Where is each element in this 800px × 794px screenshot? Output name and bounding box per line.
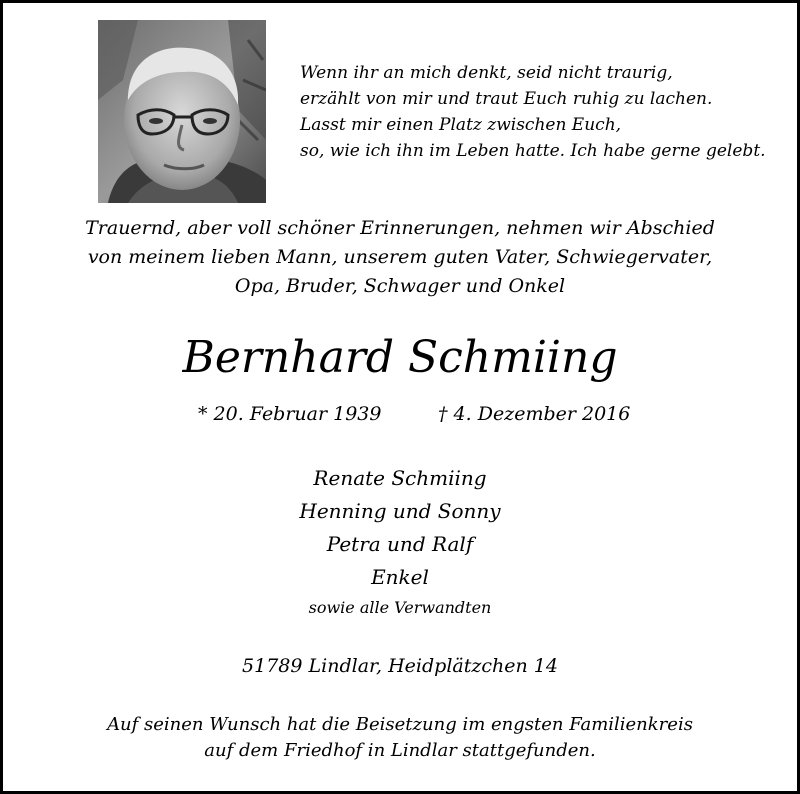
mourner-name: Henning und Sonny: [299, 499, 501, 523]
mourner-name: Enkel: [371, 565, 429, 589]
portrait-photo: [98, 20, 266, 203]
deceased-name: Bernhard Schmiing: [182, 332, 618, 383]
relatives-line: sowie alle Verwandten: [308, 598, 492, 617]
mourner-name: Renate Schmiing: [313, 466, 487, 490]
poem-line: Wenn ihr an mich denkt, seid nicht traurig,: [300, 63, 673, 83]
intro-line: von meinem lieben Mann, unserem guten Vater, Schwiegervater,: [87, 246, 713, 268]
burial-note: [0, 712, 800, 764]
intro-line: Opa, Bruder, Schwager und Onkel: [234, 275, 566, 297]
note-line: auf dem Friedhof in Lindlar stattgefunden.: [204, 740, 596, 761]
intro-block: [0, 214, 800, 301]
birth-date: * 20. Februar 1939: [198, 403, 382, 425]
note-line: Auf seinen Wunsch hat die Beisetzung im engsten Familienkreis: [107, 714, 693, 735]
poem-line: so, wie ich ihn im Leben hatte. Ich habe gerne gelebt.: [300, 141, 766, 161]
mourner-name: Petra und Ralf: [326, 532, 474, 556]
poem-line: erzählt von mir und traut Euch ruhig zu lachen.: [300, 89, 713, 109]
address-line: 51789 Lindlar, Heidplätzchen 14: [242, 655, 558, 677]
death-date: † 4. Dezember 2016: [438, 403, 631, 425]
mourners-block: [0, 462, 800, 594]
poem-line: Lasst mir einen Platz zwischen Euch,: [300, 115, 622, 135]
poem-block: [300, 60, 780, 164]
intro-line: Trauernd, aber voll schöner Erinnerungen, nehmen wir Abschied: [85, 217, 715, 239]
